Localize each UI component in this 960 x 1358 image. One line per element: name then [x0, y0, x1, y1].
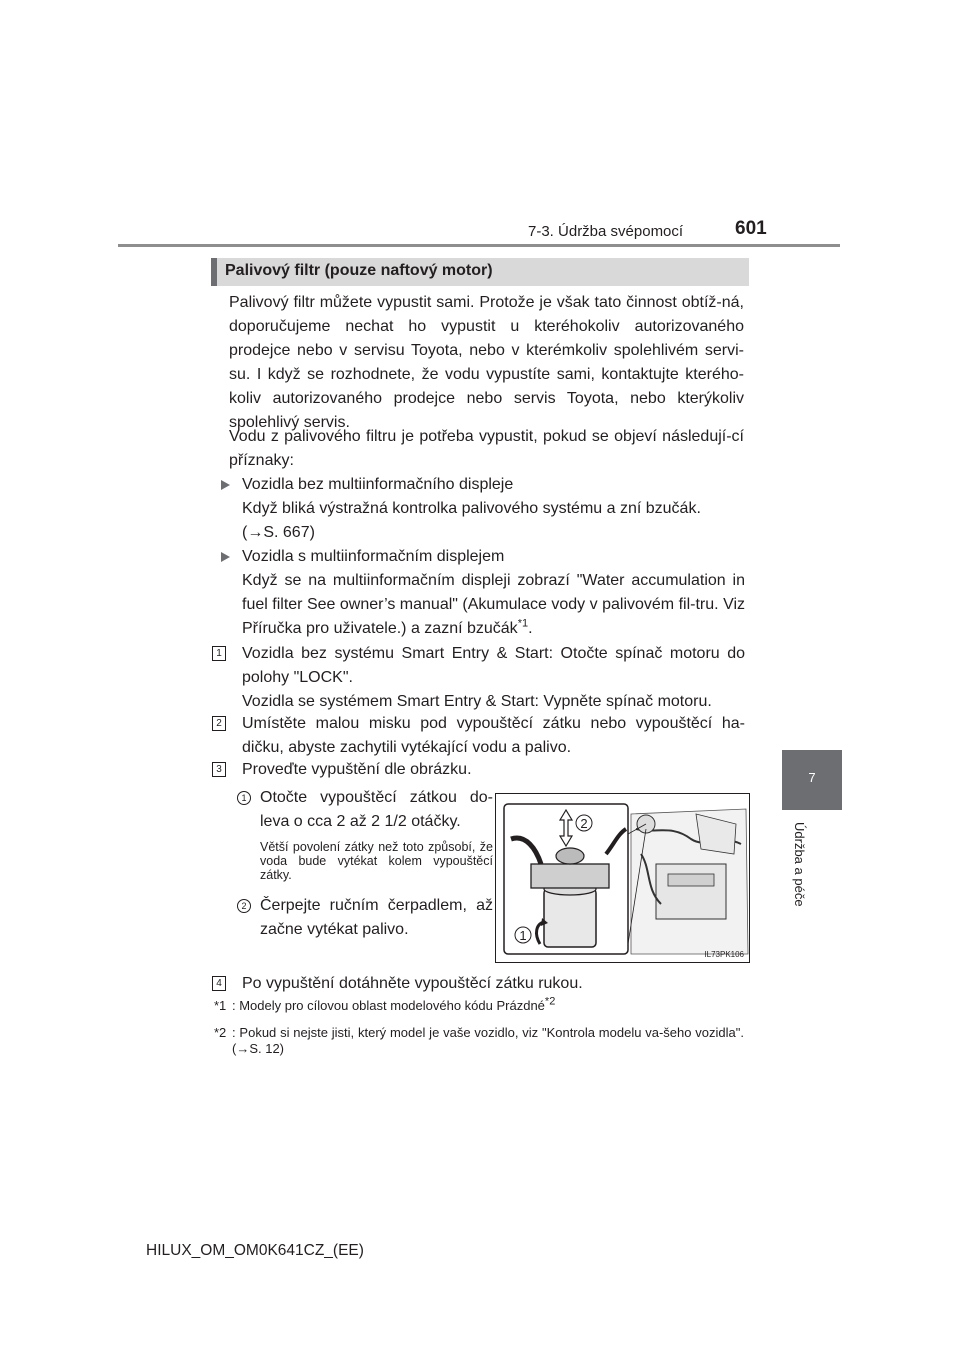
footnote-2 — [214, 1025, 744, 1057]
chapter-number: 7 — [808, 770, 816, 785]
figure-callout-2: 2 — [580, 816, 588, 831]
fuel-filter-illustration — [495, 793, 750, 963]
step-number-box: 1 — [212, 646, 226, 661]
footnote-mark: *1 — [214, 998, 227, 1013]
substep-text: Otočte vypouštěcí zátkou do-leva o cca 2 až 2 1/2 otáčky. — [260, 789, 493, 830]
step-number-box: 4 — [212, 976, 226, 991]
step-1 — [212, 642, 745, 714]
bullet-title: Vozidla s multiinformačním displejem — [242, 548, 505, 565]
substep-1 — [237, 786, 493, 882]
bullet-no-display — [221, 473, 745, 545]
section-heading — [211, 258, 749, 286]
step-text: Vozidla bez systému Smart Entry & Start: Otočte spínač motoru do polohy "LOCK". — [242, 645, 745, 686]
figure-code: IL73PK106 — [704, 950, 744, 959]
substep-note: Větší povolení zátky než toto způsobí, že voda bude vytékat kolem vypouštěcí zátky. — [260, 840, 493, 882]
substep-number-circle: 1 — [237, 791, 251, 805]
filter-head — [531, 864, 609, 888]
bullet-triangle-icon — [221, 552, 230, 562]
step-number-box: 3 — [212, 762, 226, 777]
fuel-filter-drawing — [496, 794, 750, 963]
header-rule — [118, 244, 840, 247]
bullet-text: Když bliká výstražná kontrolka palivového systému a zní bzučák. — [242, 500, 701, 517]
symptoms-paragraph: Vodu z palivového filtru je potřeba vypustit, pokud se objeví následují-cí příznaky: — [229, 428, 744, 469]
battery-box — [656, 864, 726, 919]
intro-paragraph: Palivový filtr můžete vypustit sami. Protože je však tato činnost obtíž-ná, doporučujeme nechat ho vypustit u kteréhokoliv autorizovaného prodejce nebo v servisu Toyota, nebo v kterémkoliv spolehlivém servi-su. I když se rozhodnete, že vodu vypustíte sami, kontaktujte kterého-koliv autorizovaného prodejce nebo servis Toyota, nebo kterýkoliv spolehlivý servis. — [229, 294, 744, 431]
step-text: Umístěte malou misku pod vypouštěcí zátku nebo vypouštěcí ha-dičku, abyste zachytili vytékající vodu a palivo. — [242, 715, 745, 756]
step-text-2: Vozidla se systémem Smart Entry & Start: Vypněte spínač motoru. — [242, 693, 712, 710]
running-header-section: 7-3. Údržba svépomocí — [528, 223, 684, 240]
footnote-mark: *2 — [214, 1025, 227, 1040]
page-number: 601 — [735, 218, 767, 239]
step-number-box: 2 — [212, 716, 226, 731]
bullet-with-display — [221, 545, 745, 641]
chapter-tab — [782, 750, 842, 810]
step-4 — [212, 972, 745, 996]
footnote-ref[interactable]: *2 — [544, 995, 556, 1008]
step-2 — [212, 712, 745, 760]
bullet-title: Vozidla bez multiinformačního displeje — [242, 476, 514, 493]
footnote-ref[interactable]: *1 — [517, 617, 529, 630]
chapter-label: Údržba a péče — [792, 822, 807, 907]
bullet-triangle-icon — [221, 480, 230, 490]
footnote-1 — [214, 995, 744, 1014]
substep-text: Čerpejte ručním čerpadlem, až začne vytékat palivo. — [260, 897, 493, 938]
hand-pump — [556, 848, 584, 864]
footnote-text: : Modely pro cílovou oblast modelového kódu Prázdné — [232, 998, 545, 1013]
document-code-footer: HILUX_OM_OM0K641CZ_(EE) — [146, 1242, 364, 1259]
footnote-text: : Pokud si nejste jisti, který model je vaše vozidlo, viz "Kontrola modelu va-šeho vozidla". (→S. 12) — [232, 1025, 744, 1056]
section-heading-text: Palivový filtr (pouze naftový motor) — [225, 262, 493, 279]
substep-number-circle: 2 — [237, 899, 251, 913]
substep-2 — [237, 894, 493, 942]
filter-bowl — [544, 889, 596, 947]
step-3 — [212, 758, 745, 782]
section-heading-bar — [211, 258, 217, 286]
bullet-text: Když se na multiinformačním displeji zobrazí "Water accumulation in fuel filter See owner’s manual" (Akumulace vody v palivovém fil-tru. Viz Příručka pro uživatele.) a zazní bzučák$^{*1}$. — [242, 572, 745, 637]
step-text: Po vypuštění dotáhněte vypouštěcí zátku rukou. — [242, 975, 583, 992]
step-text: Proveďte vypuštění dle obrázku. — [242, 761, 472, 778]
figure-callout-1: 1 — [519, 928, 527, 943]
page-reference-link[interactable]: (→S. 667) — [242, 524, 315, 541]
